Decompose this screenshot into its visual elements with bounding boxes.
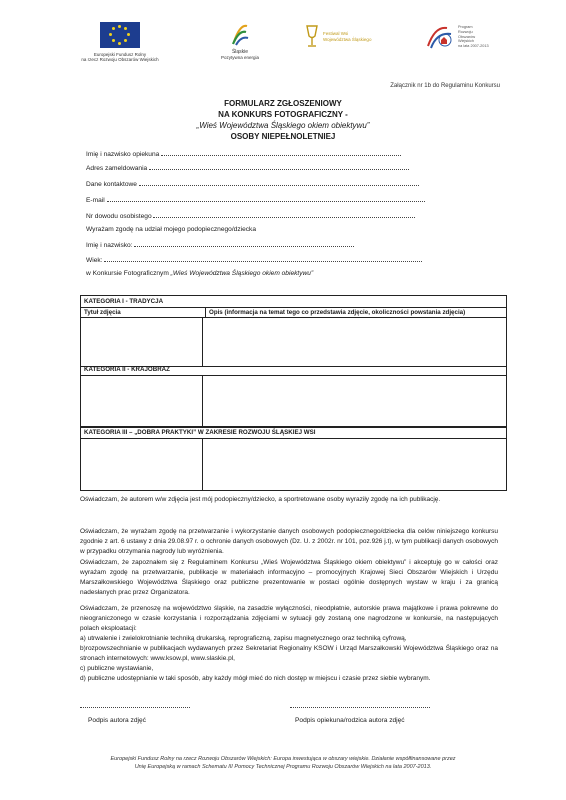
prow-line1: Program — [458, 25, 473, 29]
guardian-name-label: Imię i nazwisko opiekuna — [86, 151, 160, 158]
category-1-title-cell[interactable] — [81, 318, 203, 366]
category-2-table — [80, 364, 507, 428]
festival-logo — [305, 22, 391, 52]
guardian-signature-label: Podpis opiekuna/rodzica autora zdjęć — [295, 717, 405, 724]
age-label: Wiek: — [86, 257, 103, 264]
col-description-header: Opis (informacja na temat tego co przedstawia zdjęcie, okoliczności powstania zdjęcia) — [209, 309, 466, 316]
child-name-label: Imię i nazwisko: — [86, 242, 133, 249]
email-line[interactable] — [107, 195, 425, 202]
contact-label: Dane kontaktowe — [86, 181, 137, 188]
eu-fund-line2: na rzecz Rozwoju Obszarów Wiejskich — [81, 57, 159, 62]
guardian-name-line[interactable] — [161, 149, 401, 156]
eu-fund-line1: Europejski Fundusz Rolny — [93, 52, 147, 57]
id-number-field[interactable] — [86, 211, 415, 220]
category-2-title-cell[interactable] — [81, 376, 203, 427]
declaration-data-processing — [80, 527, 498, 557]
prow-line5: na lata 2007-2013 — [458, 44, 489, 49]
category-2-description-cell[interactable] — [203, 376, 506, 427]
category-3-heading: KATEGORIA III – „DOBRA PRAKTYKI” W ZAKRESIE ROZWOJU ŚLĄSKIEJ WSI — [81, 427, 506, 439]
declaration-copyright — [80, 604, 498, 684]
contest-name: „Wieś Województwa Śląskiego okiem obiektywu” — [196, 121, 370, 130]
festival-line2: Województwa Śląskiego — [323, 37, 372, 42]
contest-line — [86, 270, 313, 277]
guardian-name-field[interactable] — [86, 149, 401, 158]
address-label: Adres zameldowania — [86, 165, 148, 172]
child-name-line[interactable] — [134, 240, 354, 247]
category-3-title-cell[interactable] — [81, 439, 203, 490]
category-2-heading: KATEGORIA II - KRAJOBRAZ — [81, 364, 506, 376]
category-1-heading: KATEGORIA I - TRADYCJA — [81, 296, 506, 308]
declaration-authorship-text: Oświadczam, że autorem w/w zdjęcia jest mój podopieczny/dziecko, a sportretowane osoby wyraziły zgodę na ich publikację. — [80, 496, 441, 503]
contact-field[interactable] — [86, 179, 419, 188]
funding-footer — [60, 755, 506, 771]
contest-name-inline: „Wieś Województwa Śląskiego okiem obiektywu” — [170, 270, 314, 277]
contact-line[interactable] — [139, 179, 419, 186]
address-line[interactable] — [149, 163, 409, 170]
prow-line3: Obszarów — [458, 34, 476, 39]
eu-flag-icon — [100, 22, 140, 48]
id-number-line[interactable] — [153, 211, 415, 218]
category-3-table — [80, 426, 507, 491]
declaration-copyright-text: Oświadczam, że przenoszę na województwo śląskie, na zasadzie wyłączności, nieodpłatnie, autorskie prawa majątkowe i prawa pokrewne do nieograniczonego w czasie korzystania i rozporządzania zdjęciami w sytuacji gdy zostaną one nagrodzone w konkursie, na następujących polach eksploatacji: — [80, 605, 498, 632]
form-title-line4: OSOBY NIEPEŁNOLETNIEJ — [230, 132, 336, 141]
declaration-authorship — [80, 495, 498, 505]
author-signature-line[interactable] — [80, 707, 190, 708]
footer-line1: Europejski Fundusz Rolny na rzecz Rozwoju Obszarów Wiejskich: Europa inwestująca w obszary wiejskie. Działanie współfinansowane przez — [110, 756, 456, 762]
eu-fund-logo — [70, 22, 170, 62]
silesia-logo-icon — [230, 22, 250, 46]
age-field[interactable] — [86, 255, 422, 264]
festival-line1: Festiwal Wsi — [323, 31, 349, 36]
col-title-header: Tytuł zdjęcia — [81, 308, 206, 317]
email-field[interactable] — [86, 195, 425, 204]
guardian-signature-line[interactable] — [290, 707, 430, 708]
form-title: FORMULARZ ZGŁOSZENIOWY — [224, 99, 342, 108]
category-1-table — [80, 295, 507, 367]
exploitation-field-a: a) utrwalenie i zwielokrotnianie techniką drukarską, reprograficzną, zapisu magnetycznego oraz techniką cyfrową, — [80, 635, 407, 642]
silesia-name: Śląskie — [231, 49, 249, 55]
age-line[interactable] — [104, 255, 422, 262]
festival-cup-icon — [305, 24, 319, 50]
declaration-regulations — [80, 558, 498, 598]
declaration-data-processing-text: Oświadczam, że wyrażam zgodę na przetwarzanie i wykorzystanie danych osobowych podopiecznego/dziecka dla celów niniejszego konkursu zgodnie z art. 6 ustawy z dnia 29.08.97 r. o ochronie danych osobowych (Dz. U. z 2002r. nr 101, poz.926 j.t), w tym publikacji danych osobowych w przypadku otrzymania nagrody lub wyróżnienia. — [80, 528, 498, 555]
form-header — [0, 98, 566, 142]
logo-strip — [70, 22, 500, 70]
prow-line4: Wiejskich — [458, 39, 475, 44]
id-number-label: Nr dowodu osobistego — [86, 213, 152, 220]
category-1-description-cell[interactable] — [203, 318, 506, 366]
category-3-description-cell[interactable] — [203, 439, 506, 490]
declaration-regulations-text: Oświadczam, że zapoznałem się z Regulaminem Konkursu „Wieś Województwa Śląskiego okiem obiektywu” i akceptuję go w całości oraz wyrażam zgodę na przetwarzanie, publikacje w materiałach informacyjno – promocyjnych Krajowej Sieci Obszarów Wiejskich i Urzędu Marszałkowskiego Województwa Śląskiego oraz publiczne prezentowanie w postaci ogólnie dostępnych wystaw w kraju i za granicą nadesłanych prac przez Organizatora. — [80, 559, 498, 596]
exploitation-field-b: b)rozpowszechnianie w publikacjach wydawanych przez Sekretariat Regionalny KSOW i Urząd Marszałkowski Województwa Śląskiego oraz na stronach internetowych: www.ksow.pl, www.slaskie.pl, — [80, 645, 498, 662]
author-signature-label: Podpis autora zdjęć — [88, 717, 146, 724]
form-title-line2: NA KONKURS FOTOGRAFICZNY - — [218, 110, 348, 119]
child-name-field[interactable] — [86, 240, 354, 249]
email-label: E-mail — [86, 197, 105, 204]
silesia-tagline: Pozytywna energia — [220, 55, 260, 60]
exploitation-field-d: d) publiczne udostępnianie w taki sposób, aby każdy mógł mieć do nich dostęp w miejscu i czasie przez siebie wybranym. — [80, 675, 431, 682]
exploitation-field-c: c) publiczne wystawianie, — [80, 665, 154, 672]
silesia-logo — [210, 22, 270, 60]
annex-label: Załącznik nr 1b do Regulaminu Konkursu — [390, 83, 500, 89]
footer-line2: Unię Europejską w ramach Schematu III Pomocy Technicznej Programu Rozwoju Obszarów Wiejskich na lata 2007-2013. — [134, 764, 432, 770]
prow-line2: Rozwoju — [458, 29, 473, 34]
address-field[interactable] — [86, 163, 409, 172]
consent-text: Wyrażam zgodę na udział mojego podopiecznego/dziecka — [86, 226, 257, 233]
prow-logo-icon — [425, 22, 455, 52]
contest-prefix: w Konkursie Fotograficznym — [86, 270, 169, 277]
prow-logo — [425, 22, 489, 52]
signature-area — [80, 707, 510, 737]
